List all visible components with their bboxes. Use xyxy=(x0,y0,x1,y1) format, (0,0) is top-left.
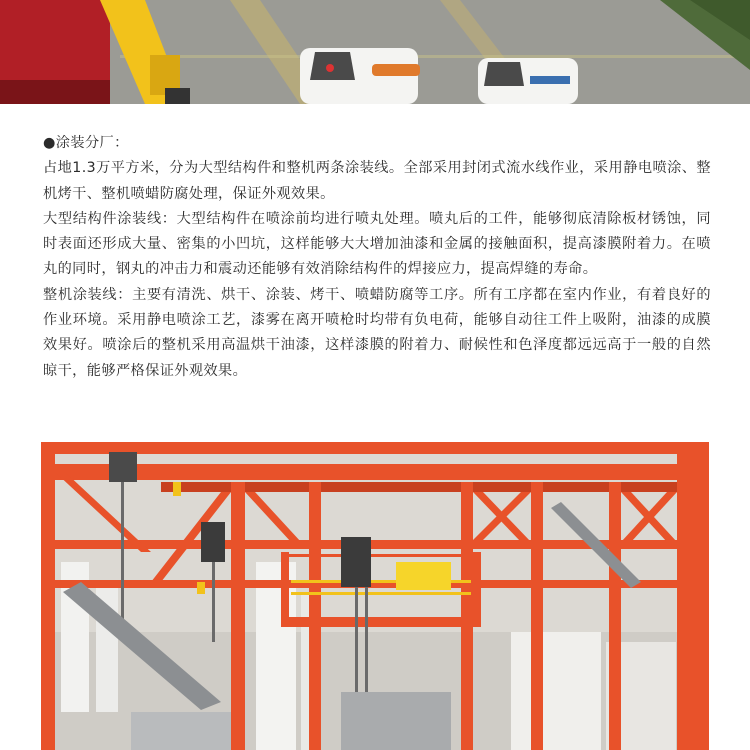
paragraph-overview: 占地1.3万平方米，分为大型结构件和整机两条涂装线。全部采用封闭式流水线作业，采用静电喷涂、整机烤干、整机喷蜡防腐处理，保证外观效果。 xyxy=(43,160,711,202)
section-heading: ●涂装分厂： xyxy=(43,135,129,151)
workshop-illustration xyxy=(41,442,709,750)
bottom-photo-workshop xyxy=(41,442,709,750)
top-photo-trucks xyxy=(0,0,750,104)
paragraph-structural-line: 大型结构件涂装线：大型结构件在喷涂前均进行喷丸处理。喷丸后的工件，能够彻底清除板材锈蚀，同时表面还形成大量、密集的小凹坑，这样能够大大增加油漆和金属的接触面积，提高漆膜附着力。在喷丸的同时，钢丸的冲击力和震动还能够有效消除结构件的焊接应力，提高焊缝的寿命。 xyxy=(43,210,711,278)
trucks-illustration xyxy=(0,0,750,104)
text-block xyxy=(43,131,711,384)
paragraph-machine-line: 整机涂装线：主要有清洗、烘干、涂装、烤干、喷蜡防腐等工序。所有工序都在室内作业，有着良好的作业环境。采用静电喷涂工艺，漆雾在离开喷枪时均带有负电荷，能够自动往工件上吸附，油漆的成膜效果好。喷涂后的整机采用高温烘干油漆，这样漆膜的附着力、耐候性和色泽度都远远高于一般的自然晾干，能够严格保证外观效果。 xyxy=(43,286,711,379)
